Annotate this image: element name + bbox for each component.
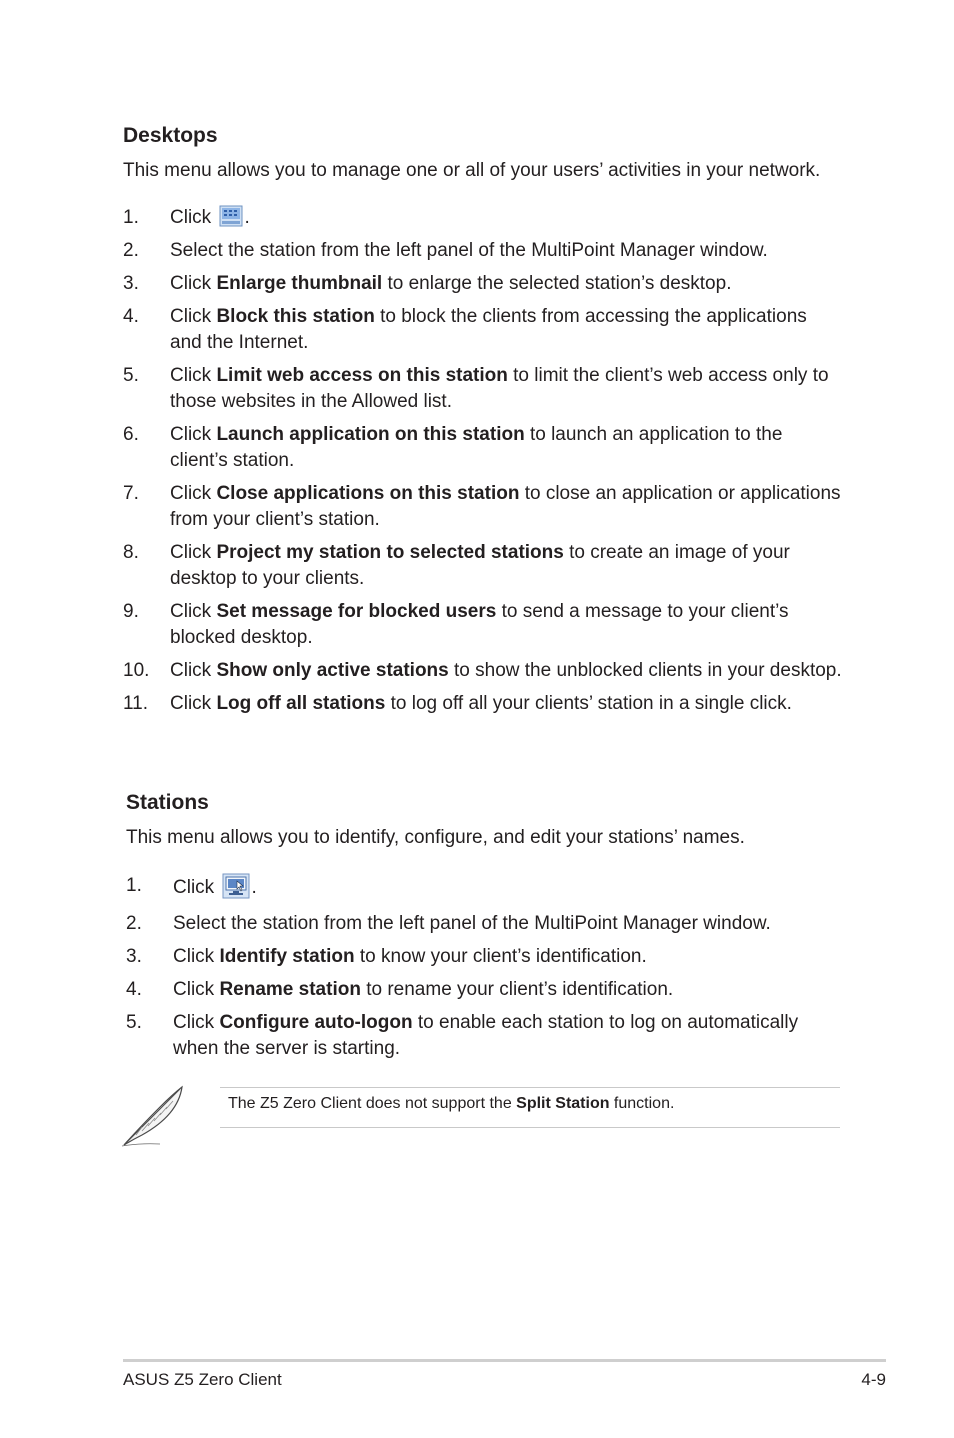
step-text-suffix: to launch an application to the client’s station.	[170, 424, 783, 471]
step-number: 6.	[123, 424, 139, 445]
step-number: 3.	[123, 273, 139, 294]
desktops-step	[123, 363, 843, 415]
step-number: 4.	[126, 979, 142, 1000]
step-command: Set message for blocked users	[216, 601, 497, 622]
step-number: 5.	[123, 365, 139, 386]
step-text: Select the station from the left panel of the MultiPoint Manager window.	[170, 240, 768, 261]
desktops-step	[123, 304, 843, 356]
desktops-step	[123, 599, 843, 651]
step-command: Enlarge thumbnail	[216, 273, 383, 294]
step-text: Click	[170, 365, 217, 386]
step-command: Rename station	[219, 979, 361, 1000]
note-text-prefix: The Z5 Zero Client does not support the	[228, 1095, 517, 1112]
desktops-step	[123, 658, 843, 684]
desktops-steps	[123, 205, 843, 717]
step-command: Identify station	[219, 946, 355, 967]
step-number: 7.	[123, 483, 139, 504]
desktops-step	[123, 271, 843, 297]
step-command: Limit web access on this station	[216, 365, 508, 386]
desktops-step	[123, 205, 843, 231]
step-text-suffix: to send a message to your client’s blocked desktop.	[170, 601, 789, 648]
step-text: Click	[170, 601, 217, 622]
step-command: Close applications on this station	[216, 483, 520, 504]
note-text-suffix: function.	[609, 1095, 675, 1112]
desktops-heading: Desktops	[123, 124, 218, 147]
step-text: Click	[170, 306, 217, 327]
desktops-intro: This menu allows you to manage one or all of your users’ activities in your network.	[123, 160, 821, 181]
desktops-step	[123, 422, 843, 474]
desktops-step	[123, 540, 843, 592]
step-number: 9.	[123, 601, 139, 622]
stations-step	[126, 977, 846, 1003]
step-command: Launch application on this station	[216, 424, 525, 445]
step-number: 2.	[123, 240, 139, 261]
stations-step	[126, 911, 846, 937]
step-command: Project my station to selected stations	[216, 542, 564, 563]
step-text: Click	[173, 877, 220, 898]
step-number: 3.	[126, 946, 142, 967]
step-text-suffix: to log off all your clients’ station in a single click.	[385, 693, 792, 714]
step-text: Click	[170, 273, 217, 294]
desktops-step	[123, 691, 843, 717]
step-text: Click	[173, 1012, 220, 1033]
step-text-suffix: to know your client’s identification.	[354, 946, 647, 967]
step-command: Show only active stations	[216, 660, 449, 681]
stations-step	[126, 1010, 846, 1062]
step-text-suffix: to enlarge the selected station’s desktop.	[382, 273, 732, 294]
step-text: Click	[170, 483, 217, 504]
step-text: Click	[170, 660, 217, 681]
step-number: 10.	[123, 660, 150, 681]
note-text	[228, 1095, 674, 1113]
step-text-suffix: to block the clients from accessing the applications and the Internet.	[170, 306, 807, 353]
step-command: Log off all stations	[216, 693, 386, 714]
desktops-step	[123, 238, 843, 264]
step-command: Configure auto-logon	[219, 1012, 413, 1033]
note-bottom-rule	[220, 1127, 840, 1128]
step-text: Click	[170, 693, 217, 714]
step-text: Click	[173, 979, 220, 1000]
step-text-suffix: to limit the client’s web access only to those websites in the Allowed list.	[170, 365, 829, 412]
stations-steps	[126, 873, 846, 1062]
step-number: 1.	[123, 207, 139, 228]
step-text: Click	[170, 542, 217, 563]
step-number: 8.	[123, 542, 139, 563]
step-text-suffix: to close an application or applications from your client’s station.	[170, 483, 841, 530]
note-bold: Split Station	[516, 1095, 610, 1112]
step-number: 4.	[123, 306, 139, 327]
stations-step	[126, 944, 846, 970]
desktops-monitor-icon	[219, 205, 243, 227]
step-text-suffix: to rename your client’s identification.	[360, 979, 674, 1000]
note-top-rule	[220, 1087, 840, 1088]
footer-product-name: ASUS Z5 Zero Client	[123, 1370, 282, 1389]
footer-rule	[123, 1359, 886, 1362]
desktops-step	[123, 481, 843, 533]
step-text-suffix: .	[244, 207, 250, 228]
step-number: 5.	[126, 1012, 142, 1033]
stations-intro: This menu allows you to identify, configure, and edit your stations’ names.	[126, 827, 745, 848]
feather-pen-icon	[120, 1083, 186, 1147]
step-text-suffix: .	[251, 877, 257, 898]
step-number: 2.	[126, 913, 142, 934]
stations-step	[126, 873, 846, 901]
step-text: Click	[170, 207, 217, 228]
step-text: Select the station from the left panel of the MultiPoint Manager window.	[173, 913, 771, 934]
step-number: 1.	[126, 875, 142, 896]
step-text-suffix: to enable each station to log on automatically when the server is starting.	[173, 1012, 799, 1059]
step-text: Click	[173, 946, 220, 967]
footer-page-number: 4-9	[861, 1370, 886, 1389]
step-text: Click	[170, 424, 217, 445]
step-text-suffix: to show the unblocked clients in your desktop.	[448, 660, 842, 681]
step-command: Block this station	[216, 306, 375, 327]
step-text-suffix: to create an image of your desktop to your clients.	[170, 542, 790, 589]
stations-monitor-icon	[222, 873, 250, 899]
step-number: 11.	[123, 693, 149, 714]
stations-heading: Stations	[126, 791, 209, 814]
